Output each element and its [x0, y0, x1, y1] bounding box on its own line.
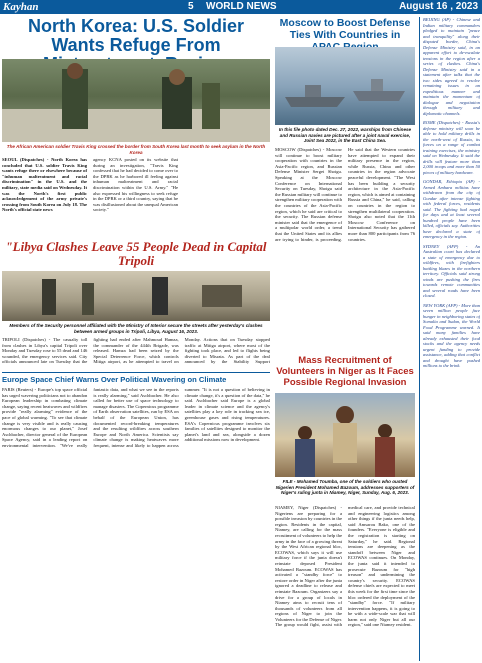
body-column-1: SEOUL (Dispatches) - North Korea has concluded that U.S. soldier Travis King wants refuge there or elsewhere because of "inhuman maltreatment and racial discrimination" in the U.S. and the military, state media said on Wednesday. It was the North's first public acknowledgement of the army private's crossing from South Korea on July 18. The North's official state news: [2, 157, 87, 213]
headline: North Korea: U.S. Soldier Wants Refuge From: [27, 16, 245, 55]
story-photo: [2, 59, 270, 142]
story-body: [2, 157, 270, 235]
story-body: MOSCOW (Dispatches) - Moscow will continue to boost military cooperation with countries in the Asia-Pacific region, and Russian Defense Minister Sergei Shoigu. Speaking at the Moscow Conference on International Security on Tuesday, Shoigu said the Russian military will continue to strengthen military cooperation with the countries of the Asia-Pacific region, which he said are critical to the security. The Russian defense minister said that the emergence of a multipolar world order, a trend that the United States and its allies are trying to hinder, is proceeding. He said that the Western countries have attempted to expand their military presence in the region, while Russia, China and other countries in the region advocate peaceful development. "The West has been building a security architecture in the Asia-Pacific region, which is aimed at containing Russia and China," he said, calling on countries in the region to strengthen multilateral cooperation. Shoigu also noted that the 11th Moscow Conference on International Security has gathered more than 800 participants from 76 countries.: [275, 147, 415, 242]
section-title: WORLD NEWS: [206, 1, 277, 12]
story-body: TRIPOLI (Dispatches) - The casualty toll from clashes in Libya's capital Tripoli over Monday and Tuesday rose to 55 dead and 146 wounded, the emergency services said. City officials announced late on Tuesday that the fighting had ended after Mahmoud Hamza, the commander of the 444th Brigade, was released. Hamza had been seized by the Special Deterrence Force, which controls Mitiga airport, as he attempted to travel on Monday. Actions that on Tuesday stopped traffic at Mitiga airport, where most of the fighting took place, and led to flights being diverted to Misrata. As part of the deal announced by the Stability Support: [2, 337, 270, 365]
photo-caption: FILE - Mohamed Toumba, one of the soldiers who ousted Nigerien President Mohamed Bazoum, addresses supporters of Niger's ruling junta in Niamey, Niger, Sunday, Aug. 6, 2023.: [275, 479, 415, 496]
story-photo: [275, 47, 415, 125]
warships-photo-image: [275, 47, 415, 125]
soldier-photo-image: [2, 59, 270, 142]
story-niger: [275, 355, 415, 661]
story-body: NIAMEY, Niger (Dispatches) - Nigeriens are preparing for a possible invasion by countries in the region. Residents in the capital, Niamey, are calling for the mass recruitment of volunteers to help the army in the face of a growing threat by the West African regional bloc, ECOWAS, which says it will use military force if the junta doesn't reinstate deposed President Mohamed Bazoum. ECOWAS has activated a "standby force" to restore order in Niger after the junta ignored a deadline to release and reinstate Bazoum. Organizers say a drive for a group of locals in Niamey aims to recruit tens of thousands of volunteers from all regions of Niger to join the Volunteers for the Defense of Niger. The group would fight, assist with medical care, and provide technical and engineering logistics among other things if the junta needs help, said Amsarou Bako, one of the founders. "Everyone is eligible and the registration is starting on Saturday," he said. Regional tensions are deepening as the standoff between Niger and ECOWAS continues. On Monday, the junta said it intended to prosecute Bazoum for "high treason" and undermining the country's security. ECOWAS defense chiefs are expected to meet this week for the first time since the bloc ordered the deployment of the "standby" force. "If military intervention happens, it is going to be with a wide-scale war that will harm not only Niger but all our region," said one Niamey resident.: [275, 505, 415, 628]
photo-caption: In this file photo dated Dec. 27, 2022, warships from Chinese and Russian navies are pictured after a joint naval exercise, Joint Sea 2022, in the East China Sea.: [278, 127, 412, 144]
headline: "Libya Clashes Leave 55 People Dead in Capital Tripoli: [5, 239, 267, 268]
crowd-photo-image: [275, 393, 415, 477]
story-libya: [2, 240, 270, 370]
brief-item: SYDNEY (AFP) - An Australian court has declared a state of emergency due to wildfires, with firefighters battling blazes in the northern territory. Officials said strong winds are pushing the fires towards remote communities and several roads have been closed.: [423, 243, 480, 298]
headline: Mass Recruitment of Volunteers in Niger as It Faces Possible Regional Invasion: [276, 355, 414, 388]
brief-item: ROME (Dispatches) - Russia's defense ministry will soon be able to hold military drills in the north-west of Russia, its forces on a range of combat training exercises, the ministry said on Wednesday. It said the drills will feature more than 2,000 troops and more than 50 pieces of military hardware.: [423, 120, 480, 175]
masthead: [0, 0, 482, 14]
sidebar-divider: [419, 17, 420, 661]
security-photo-image: [2, 271, 270, 321]
story-body: PARIS (Reuters) - Europe's top space official has urged wavering politicians not to abandon European leadership in combating climate change, saying recent heatwaves and wildfires provide "really alarming" evidence of the pace of global warming. "To see that climate change is very visible and is really causing enormous changes to our planet," Josef Aschbacher, director general of the European Space Agency, said in a leading report on environmental intervention. "We've really fantastic data, and what we see in the reports is really alarming," said Aschbacher. He also called for better use of space technology to manage disasters. The Copernicus programme of Earth observation satellites, run by ESA on behalf of the European Union, has documented record-breaking temperatures and the resulting wildfires across southern Europe and North America. Scientists say climate change is making heatwaves more frequent, intense and likely to happen across summer. "It is not a question of believing in climate change, it's a question of the data," he said. Aschbacher said Europe is a global leader in climate science and the agency's satellites play a key role in tracking sea ice, greenhouse gases and rising temperatures. ESA's Copernicus programme involves six families of satellites designed to monitor the planet's land and sea, alongside a dozen additional missions now in development.: [2, 387, 270, 448]
headline: Europe Space Chief Warns Over Political Wavering on Climate: [2, 375, 227, 384]
body-column-3: [184, 157, 270, 235]
photo-caption: Members of the Security personnel affiliated with the Ministry of Interior secure the streets after yesterday's clashes between armed groups in Tripoli, Libya, August 16, 2023.: [9, 323, 263, 334]
story-north-korea: [2, 17, 270, 235]
story-europe-space: [2, 375, 270, 661]
photo-caption: The African American soldier Travis King crossed the border from South Korea last month to seek asylum in the North Korea: [6, 144, 266, 155]
story-photo: [275, 393, 415, 477]
headline: Moscow to Boost Defense Ties With Countries in: [279, 17, 411, 41]
page-number: 5: [188, 1, 194, 12]
body-column-2: agency KCNA posted on its website that during an investigation, "Travis King confessed that he had decided to come over to the DPRK as he harbored ill feeling against inhuman maltreatment and racial discrimination within the U.S. Army." "He also expressed his willingness to seek refuge in the DPRK or a third country, saying that he was disillusioned about the unequal American society.": [93, 157, 178, 213]
story-moscow: [275, 17, 415, 351]
sidebar-briefs: [423, 17, 480, 661]
newspaper-logo: Kayhan: [3, 1, 39, 13]
brief-item: NEW YORK (AFP) - More than seven million people face hunger in neighboring states of Somalia and Sudan, the World Food Programme warned. It said many families have already exhausted their food stocks and the agency needs urgent funding to provide assistance, adding that conflict and drought have pushed millions to the brink.: [423, 302, 480, 368]
brief-item: BEIJING (AP) - Chinese and Indian military commanders pledged to maintain "peace and tranquility" along their disputed border, China's Defense Ministry said, in an apparent effort to de-escalate tensions in the region after a series of clashes. China's Defense Ministry said in a statement after talks that the two sides agreed to resolve remaining issues in an expeditious manner and maintain the momentum of dialogue and negotiation through military and diplomatic channels.: [423, 17, 480, 116]
divider: [2, 372, 270, 373]
brief-item: GONDAR, Ethiopia (AP) - Armed Amhara militias have withdrawn from the city of Gondar after intense fighting with federal forces, residents said. The fighting had raged for days and at least several hundred people have been killed, officials say. Authorities have declared a state of emergency in the region.: [423, 179, 480, 239]
story-photo: [2, 271, 270, 321]
issue-date: August 16 , 2023: [399, 1, 478, 12]
